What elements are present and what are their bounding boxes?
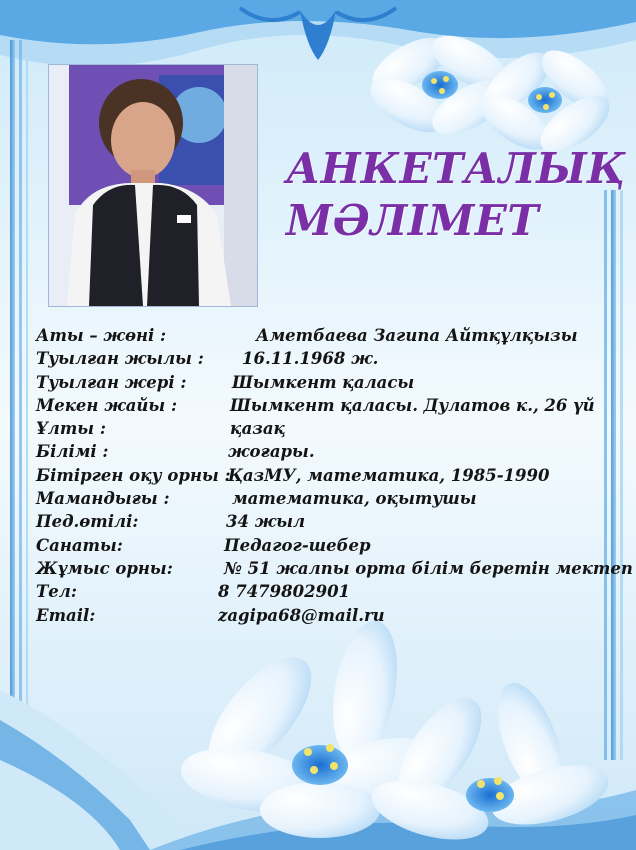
info-label: Email: (36, 605, 96, 625)
info-row-phone (36, 582, 616, 605)
info-label: Аты – жөні : (36, 326, 167, 345)
info-row-workplace (36, 558, 633, 582)
info-label: Туылған жылы : (36, 349, 204, 369)
info-row-birth-place (36, 373, 616, 396)
info-label: Пед.өтілі: (36, 512, 139, 532)
title-line-1: АНКЕТАЛЫҚ (286, 144, 626, 193)
info-value: 34 жыл (226, 512, 306, 532)
info-row-category (36, 536, 616, 559)
info-row-birth-year (36, 349, 616, 372)
info-list (36, 326, 633, 629)
info-label: Бітірген оқу орны : (36, 465, 231, 485)
info-value: математика, оқытушы (232, 489, 477, 509)
info-row-graduated (36, 466, 616, 489)
info-label: Білімі : (36, 442, 109, 462)
info-label: Мекен жайы : (36, 395, 178, 415)
info-label: Туылған жері : (36, 372, 187, 392)
email-link[interactable]: zagipa68@mail.ru (218, 605, 385, 625)
info-value: жоғары. (228, 442, 315, 462)
info-row-education (36, 442, 616, 465)
info-value: Аметбаева Загипа Айтқұлқызы (256, 326, 578, 345)
info-label: Мамандығы : (36, 489, 170, 509)
info-value: 8 7479802901 (218, 582, 351, 602)
info-value: 16.11.1968 ж. (242, 349, 379, 369)
info-label: Санаты: (36, 535, 123, 555)
info-row-nationality (36, 419, 616, 442)
info-row-experience (36, 512, 616, 535)
info-value: ҚазМУ, математика, 1985-1990 (228, 465, 550, 485)
info-row-name (36, 326, 616, 349)
info-value: Педагог-шебер (224, 535, 371, 555)
info-label: Ұлты : (36, 419, 106, 439)
info-value: қазақ (230, 419, 286, 439)
info-label: Тел: (36, 582, 77, 602)
info-value: № 51 жалпы орта білім беретін мектеп (224, 558, 633, 578)
info-value: Шымкент қаласы (232, 372, 415, 392)
portrait-photo (48, 64, 258, 307)
info-row-profession (36, 489, 616, 512)
info-label: Жұмыс орны: (36, 558, 173, 578)
info-row-address (36, 396, 616, 419)
info-value: Шымкент қаласы. Дулатов к., 26 үй (230, 395, 595, 415)
title-line-2: МӘЛІМЕТ (286, 196, 540, 245)
info-row-email (36, 606, 616, 629)
